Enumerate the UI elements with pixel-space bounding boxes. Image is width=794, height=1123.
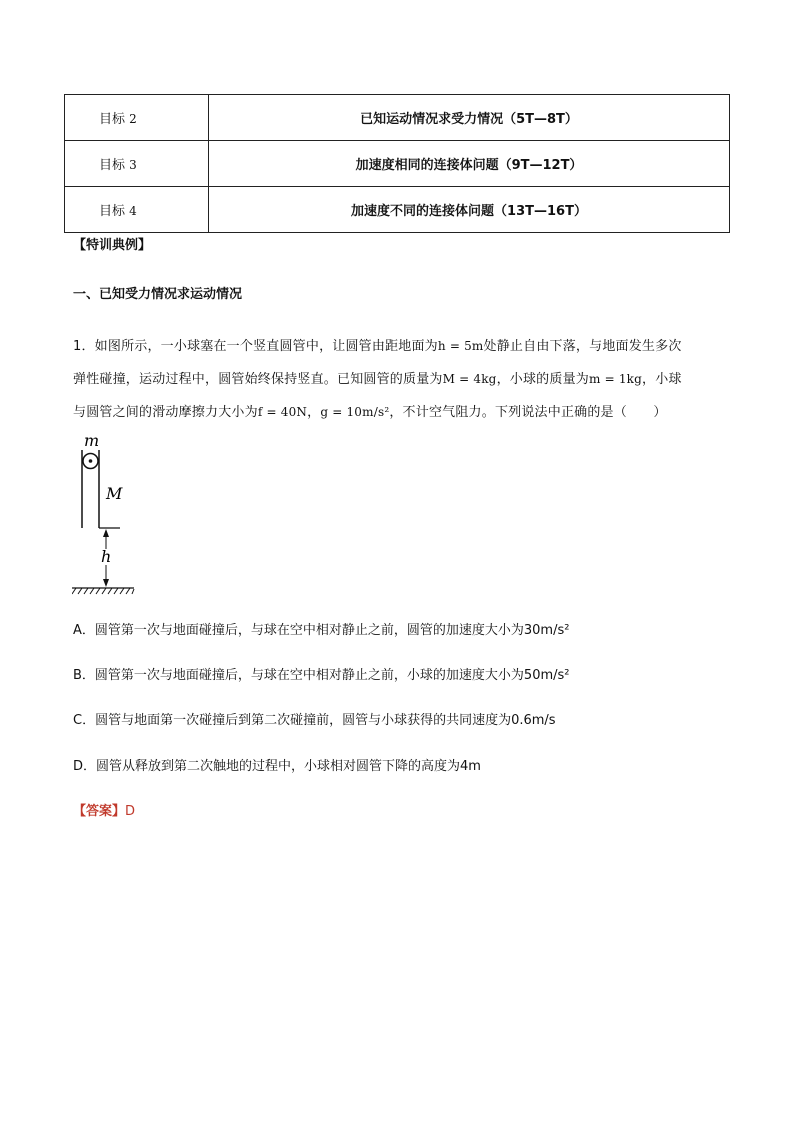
tube-ball-figure — [72, 432, 172, 597]
target-number: 2 — [129, 112, 137, 126]
answer-value: D — [125, 804, 136, 819]
formula-g: g = 10m/s² — [320, 405, 390, 419]
figure-label-m: m — [84, 432, 100, 450]
target-number: 3 — [129, 158, 137, 172]
question-part: ，小球的质量为 — [496, 372, 589, 387]
target-label: 目标 — [99, 204, 126, 219]
table-row — [65, 95, 730, 141]
target-desc-cell: 加速度相同的连接体问题（9T—12T） — [209, 141, 730, 187]
option-d: D．圆管从释放到第二次触地的过程中，小球相对圆管下降的高度为4m — [73, 759, 481, 774]
option-b: B．圆管第一次与地面碰撞后，与球在空中相对静止之前，小球的加速度大小为50m/s² — [73, 668, 570, 683]
section-tag: 【特训典例】 — [73, 238, 152, 253]
arrow-down-icon — [103, 579, 109, 587]
target-desc-cell: 加速度不同的连接体问题（13T—16T） — [209, 187, 730, 233]
question-part: 如图所示，一小球塞在一个竖直圆管中，让圆管由距地面为 — [94, 339, 438, 354]
table-row — [65, 141, 730, 187]
figure-label-h: h — [101, 547, 112, 566]
ball-center-dot — [89, 459, 93, 463]
question-number: 1． — [73, 339, 95, 354]
question-text — [73, 330, 693, 429]
option-a: A．圆管第一次与地面碰撞后，与球在空中相对静止之前，圆管的加速度大小为30m/s² — [73, 623, 570, 638]
question-part: ，小球与圆管之间的滑动摩擦力大小为 — [73, 372, 682, 420]
ground-hatching — [72, 588, 134, 594]
formula-f: f = 40N — [257, 405, 308, 419]
target-number: 4 — [129, 204, 137, 218]
question-part: ，不计空气阻力。下列说法中正确的是（ ） — [389, 405, 667, 420]
arrow-up-icon — [103, 529, 109, 537]
answer-tag: 【答案】 — [73, 804, 126, 819]
option-c: C．圆管与地面第一次碰撞后到第二次碰撞前，圆管与小球获得的共同速度为0.6m/s — [73, 713, 556, 728]
formula-h: h = 5m — [437, 339, 484, 353]
table-row — [65, 187, 730, 233]
target-label-cell — [65, 141, 209, 187]
target-desc-cell: 已知运动情况求受力情况（5T—8T） — [209, 95, 730, 141]
question-part: 处静止自由下落，与地面发生多次弹性碰撞，运动过程中，圆管始终保持竖直。已知圆管的质量为 — [73, 339, 682, 387]
target-label-cell — [65, 187, 209, 233]
question-part: ， — [307, 405, 321, 420]
target-label-cell — [65, 95, 209, 141]
section-title: 一、已知受力情况求运动情况 — [73, 287, 243, 302]
figure-label-M: M — [106, 484, 123, 503]
targets-table — [64, 94, 730, 233]
formula-m: m = 1kg — [588, 372, 643, 386]
target-label: 目标 — [99, 158, 126, 173]
target-label: 目标 — [99, 112, 126, 127]
formula-M: M = 4kg — [442, 372, 497, 386]
answer-line — [73, 799, 135, 825]
